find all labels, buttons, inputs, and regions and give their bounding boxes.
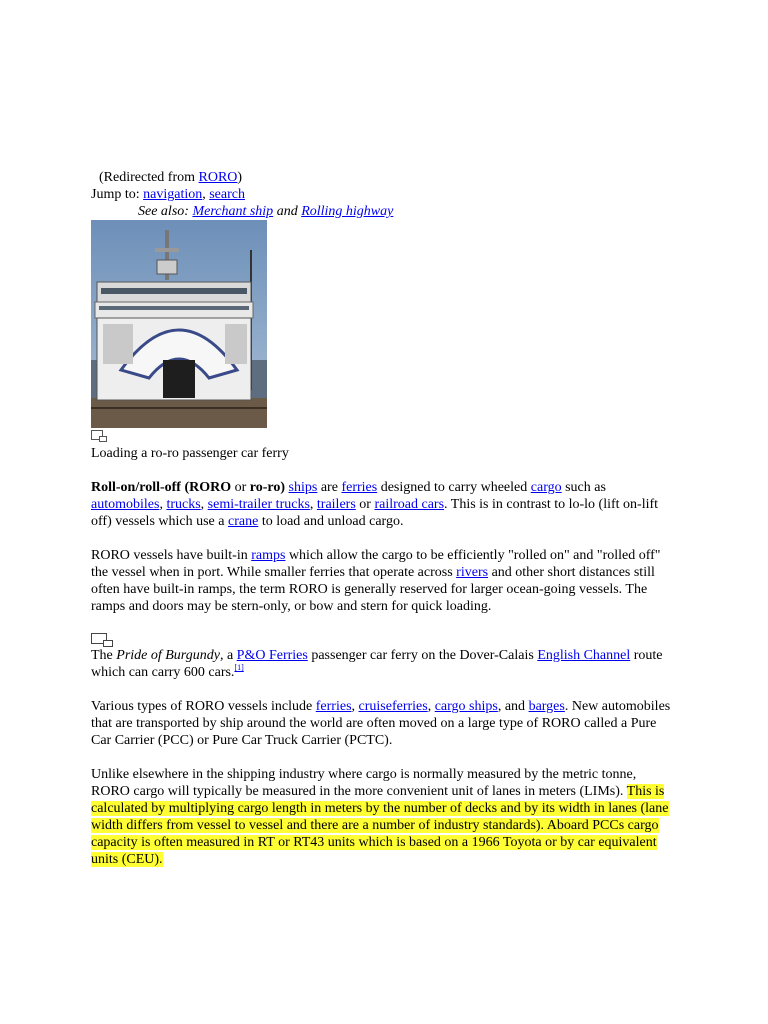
jump-search-link[interactable]: search [209,187,245,202]
ferries-link[interactable]: ferries [341,480,378,495]
ships-link[interactable]: ships [288,480,318,495]
highlighted-text: This is calculated by multiplying cargo length in meters by the number of decks and by its width in lanes (lane width differs from vessel to vessel and there are a number of industry standards). Aboard PCCs cargo capacity is often measured in RT or RT43 units which is based on a 1966 Toyota or by car equivalent units (CEU). [91,784,669,867]
see-also-prefix: See also: [138,204,193,219]
jump-to [91,186,671,203]
text-ramps-3: and other short distances still often have built-in ramps, the term RORO is generally reserved for larger ocean-going vessels. The ramps and doors may be stern-only, or bow and stern for quick loading. [91,565,655,614]
cruiseferries-link[interactable]: cruiseferries [358,699,428,714]
reference-1-link[interactable]: [1] [234,663,244,672]
ferries-link-2[interactable]: ferries [315,699,352,714]
jump-navigation-link[interactable]: navigation [143,187,203,202]
paragraph-types: Various types of RORO vessels include ferries, cruiseferries, cargo ships, and barges. New automobiles that are transported by ship around the world are often moved on a large type of RORO called a Pure Car Carrier (PCC) or Pure Car Truck Carrier (PCTC). [91,699,671,748]
redirect-link[interactable]: RORO [198,170,238,185]
semi-trailer-trucks-link[interactable]: semi-trailer trucks [207,497,310,512]
english-channel-link[interactable]: English Channel [537,648,631,663]
term-roro: Roll-on/roll-off (RORO [91,480,232,495]
see-also-mid: and [273,204,302,219]
ramps-link[interactable]: ramps [251,548,286,563]
paragraph-intro: Roll-on/roll-off (RORO or ro-ro) ships are ferries designed to carry wheeled cargo such as automobiles, trucks, semi-trailer trucks, trailers or railroad cars. This is in contrast to lo-lo (lift on-lift off) vessels which use a crane to load and unload cargo. [91,480,659,529]
trailers-link[interactable]: trailers [316,497,356,512]
text-ramps-1: RORO vessels have built-in [91,548,252,563]
text-a: , a [219,648,237,663]
text-ramps-2: which allow the cargo to be efficiently "rolled on" and "rolled off" the vessel when in port. While smaller ferries that operate across [91,548,661,580]
paragraph-measurement [91,766,671,868]
text-such-as: such as [561,480,606,495]
text-measurement: Unlike elsewhere in the shipping industry where cargo is normally measured by the metric tonne, RORO cargo will typically be measured in the more convenient unit of lanes in meters (LIMs). [91,767,637,799]
redirect-prefix: (Redirected from [99,170,199,185]
railroad-cars-link[interactable]: railroad cars [374,497,445,512]
text-or-2: or [355,497,375,512]
jump-prefix: Jump to: [91,187,144,202]
rivers-link[interactable]: rivers [456,565,489,580]
see-also [91,203,671,220]
text-route: route which can carry 600 cars. [91,648,663,680]
barges-link[interactable]: barges [528,699,565,714]
ferry-photo[interactable] [91,220,267,428]
po-ferries-link[interactable]: P&O Ferries [236,648,308,663]
text-the: The [91,648,117,663]
article-body [91,169,671,868]
caption-loading: Loading a ro-ro passenger car ferry [91,446,289,461]
image-enlarge-icon[interactable] [91,428,671,445]
text-are: are [317,480,342,495]
term-ro-ro: ro-ro) [249,480,286,495]
automobiles-link[interactable]: automobiles [91,497,160,512]
text-and: , and [497,699,529,714]
cargo-link[interactable]: cargo [530,480,562,495]
text-designed: designed to carry wheeled [377,480,531,495]
paragraph-ramps [91,547,671,615]
text-end: to load and unload cargo. [258,514,404,529]
redirect-suffix: ) [237,170,243,185]
text-types-1: Various types of RORO vessels include [91,699,316,714]
cargo-ships-link[interactable]: cargo ships [434,699,498,714]
ship-name: Pride of Burgundy [116,648,220,663]
caption-pride-of-burgundy [91,647,671,681]
crane-link[interactable]: crane [228,514,259,529]
text-dover-calais: passenger car ferry on the Dover-Calais [307,648,538,663]
text-contrast: . This is in contrast to lo-lo (lift on-lift off) vessels which use a [91,497,659,529]
text-or: or [231,480,250,495]
image-enlarge-icon-2[interactable] [91,615,671,647]
redirect-note [91,169,671,186]
trucks-link[interactable]: trucks [166,497,201,512]
text-types-2: . New automobiles that are transported by ship around the world are often moved on a large type of RORO called a Pure Car Carrier (PCC) or Pure Car Truck Carrier (PCTC). [91,699,671,748]
rolling-highway-link[interactable]: Rolling highway [301,204,394,219]
jump-sep: , [202,187,210,202]
merchant-ship-link[interactable]: Merchant ship [192,204,274,219]
